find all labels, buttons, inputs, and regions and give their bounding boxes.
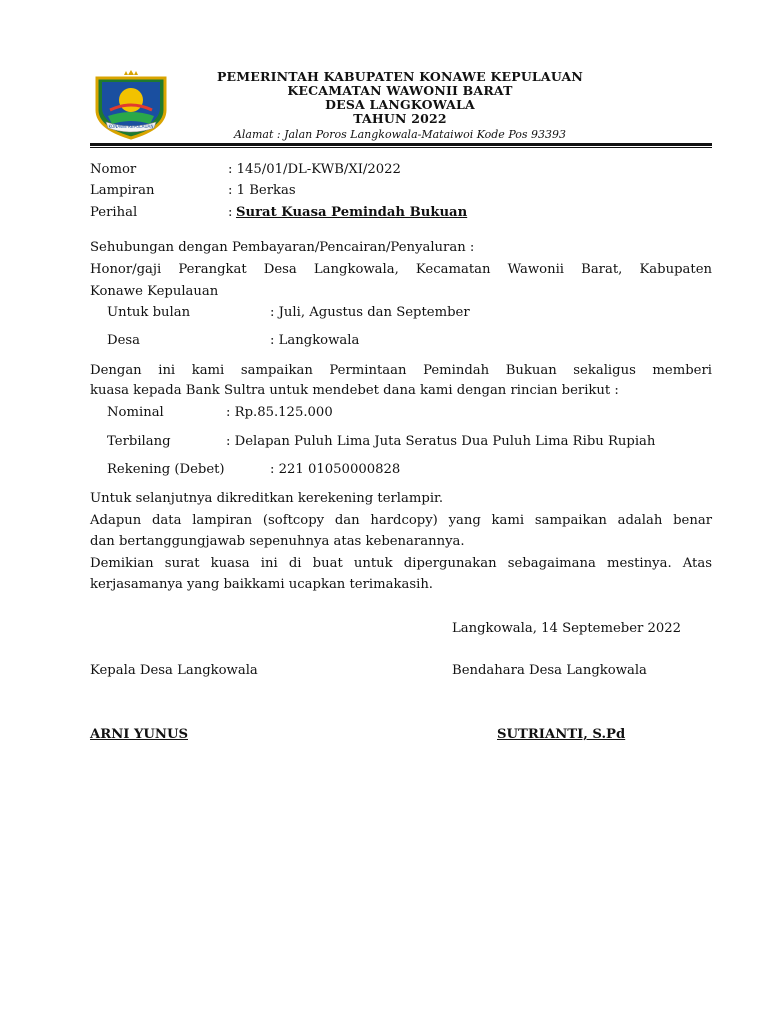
desa-value: : Langkowala [270, 333, 360, 348]
request-line-1: Dengan ini kami sampaikan Permintaan Pemindah Bukuan sekaligus memberi [90, 363, 712, 378]
honor-line-1: Honor/gaji Perangkat Desa Langkowala, Kecamatan Wawonii Barat, Kabupaten [90, 262, 712, 277]
demikian-line-2: kerjasamanya yang baikkami ucapkan terimakasih. [90, 577, 434, 592]
letterhead-rule-thin [90, 147, 712, 148]
perihal-value: Surat Kuasa Pemindah Bukuan [236, 205, 468, 220]
rekening-value: : 221 01050000828 [270, 462, 401, 477]
nominal-label: Nominal [107, 405, 164, 420]
letterhead-year: TAHUN 2022 [353, 111, 447, 126]
demikian-line-1: Demikian surat kuasa ini di buat untuk dipergunakan sebagaimana mestinya. Atas [90, 556, 712, 571]
adapun-line-1: Adapun data lampiran (softcopy dan hardcopy) yang kami sampaikan adalah benar [90, 513, 712, 528]
letterhead-village: DESA LANGKOWALA [325, 97, 475, 112]
desa-label: Desa [107, 333, 141, 348]
request-line-2: kuasa kepada Bank Sultra untuk mendebet dana kami dengan rincian berikut : [90, 383, 619, 398]
intro-text: Sehubungan dengan Pembayaran/Pencairan/Penyaluran : [90, 240, 475, 255]
adapun-line-2: dan bertanggungjawab sepenuhnya atas kebenarannya. [90, 534, 465, 549]
letterhead [170, 70, 630, 142]
right-signatory-title: Bendahara Desa Langkowala [452, 663, 647, 678]
bulan-label: Untuk bulan [107, 305, 191, 320]
lampiran-value: : 1 Berkas [228, 183, 296, 198]
nominal-value: : Rp.85.125.000 [226, 405, 333, 420]
nomor-value: : 145/01/DL-KWB/XI/2022 [228, 162, 401, 177]
credit-line: Untuk selanjutnya dikreditkan kerekening terlampir. [90, 491, 444, 506]
nomor-label: Nomor [90, 162, 137, 177]
perihal-label: Perihal [90, 205, 138, 220]
left-signatory-title: Kepala Desa Langkowala [90, 663, 258, 678]
letterhead-rule-thick [90, 143, 712, 146]
letterhead-district: KECAMATAN WAWONII BARAT [287, 83, 513, 98]
terbilang-label: Terbilang [107, 434, 171, 449]
perihal-colon: : [228, 205, 233, 220]
place-date: Langkowala, 14 Septemeber 2022 [452, 621, 682, 636]
honor-line-2: Konawe Kepulauan [90, 284, 219, 299]
terbilang-value: : Delapan Puluh Lima Juta Seratus Dua Puluh Lima Ribu Rupiah [226, 434, 656, 449]
left-signatory-name: ARNI YUNUS [90, 727, 188, 742]
bulan-value: : Juli, Agustus dan September [270, 305, 470, 320]
lampiran-label: Lampiran [90, 183, 155, 198]
regency-logo [92, 70, 170, 140]
letterhead-government: PEMERINTAH KABUPATEN KONAWE KEPULAUAN [216, 69, 584, 84]
svg-text:KONAWE KEPULAUAN: KONAWE KEPULAUAN [108, 124, 154, 129]
right-signatory-name: SUTRIANTI, S.Pd [497, 727, 626, 742]
letterhead-address: Alamat : Jalan Poros Langkowala-Mataiwoi Kode Pos 93393 [233, 128, 567, 141]
rekening-label: Rekening (Debet) [107, 462, 225, 477]
